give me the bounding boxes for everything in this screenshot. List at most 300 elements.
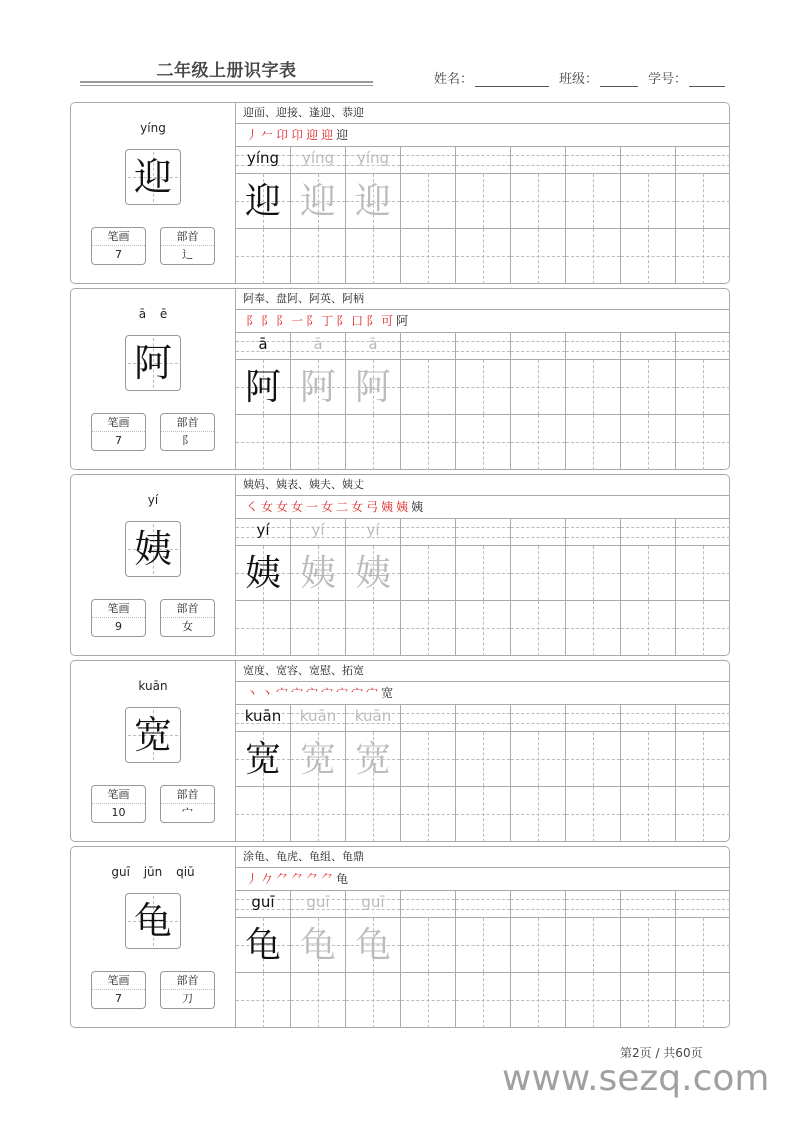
practice-panel [236,661,729,841]
pinyin-writing-cell[interactable] [676,333,730,359]
char-writing-cell[interactable] [676,546,730,600]
stroke-step: ⺈ [306,872,322,886]
radical-label: 部首 [161,972,214,990]
pinyin-row [236,891,729,918]
stroke-order-row [236,868,729,891]
writing-grid [236,519,729,655]
char-writing-cell[interactable] [621,732,676,786]
pinyin-writing-cell[interactable] [676,891,730,917]
pinyin-sample: ā [258,335,268,353]
stroke-step: 丿 [246,872,262,886]
pinyin-row [236,147,729,174]
radical-label: 部首 [161,228,214,246]
pinyin-sample: yíng [246,149,280,167]
stroke-count-value: 7 [115,248,122,261]
radical-label: 部首 [161,600,214,618]
example-words: 姨妈、姨表、姨夫、姨丈 [236,475,729,496]
stroke-step: 阿 [396,314,412,328]
radical-box [160,413,215,451]
stroke-step: 宽 [381,686,397,700]
character-display-box [125,893,181,949]
pinyin-writing-cell[interactable] [511,333,566,359]
blank-writing-cell[interactable] [621,973,676,1028]
radical-box [160,971,215,1009]
char-writing-cell[interactable] [566,360,621,414]
stroke-step: 女弓 [351,500,382,514]
pinyin-writing-cell[interactable] [511,519,566,545]
stroke-step: 姨 [411,500,427,514]
pinyin-writing-cell[interactable] [401,519,456,545]
pinyin-writing-cell[interactable] [346,333,401,359]
blank-writing-cell[interactable] [676,787,730,842]
pinyin-writing-cell[interactable] [236,147,291,173]
pinyin-trace: kuān [354,707,392,725]
stroke-count-label: 笔画 [92,600,145,618]
pinyin-writing-cell[interactable] [346,891,401,917]
pinyin-writing-cell[interactable] [511,891,566,917]
char-writing-cell[interactable] [401,360,456,414]
char-writing-cell[interactable] [566,732,621,786]
stroke-step: 女二 [321,500,352,514]
char-writing-cell[interactable] [621,360,676,414]
pinyin-writing-cell[interactable] [456,705,511,731]
blank-writing-cell[interactable] [401,229,456,284]
blank-writing-cell[interactable] [236,787,291,842]
pinyin-writing-cell[interactable] [456,519,511,545]
pinyin-row [236,519,729,546]
pinyin-sample: guī [251,893,275,911]
char-trace: 姨 [299,553,336,594]
character-row [236,732,729,787]
blank-writing-cell[interactable] [566,415,621,470]
stroke-count-label: 笔画 [92,786,145,804]
blank-writing-cell[interactable] [401,601,456,656]
radical-box [160,785,215,823]
blank-writing-cell[interactable] [621,601,676,656]
blank-writing-cell[interactable] [291,973,346,1028]
stroke-order-row [236,682,729,705]
char-sample: 阿 [244,367,281,408]
stroke-step: ⺈ [321,872,337,886]
blank-writing-cell[interactable] [456,787,511,842]
char-sample: 宽 [244,739,281,780]
char-writing-cell[interactable] [511,174,566,228]
blank-row [236,973,729,1028]
stroke-count-value: 7 [115,992,122,1005]
pinyin-writing-cell[interactable] [456,333,511,359]
radical-value: 阝 [182,434,193,447]
char-trace: 阿 [354,367,391,408]
char-writing-cell[interactable] [676,174,730,228]
char-writing-cell[interactable] [566,174,621,228]
char-sample: 迎 [244,181,281,222]
char-writing-cell[interactable] [401,732,456,786]
char-writing-cell[interactable] [676,360,730,414]
char-trace: 迎 [299,181,336,222]
blank-writing-cell[interactable] [401,973,456,1028]
pinyin-writing-cell[interactable] [566,333,621,359]
example-words: 阿奉、盘阿、阿英、阿柄 [236,289,729,310]
stroke-step: 宀 [291,686,307,700]
char-writing-cell[interactable] [621,174,676,228]
char-writing-cell[interactable] [346,732,401,786]
pinyin-writing-cell[interactable] [676,705,730,731]
character-card [70,846,730,1028]
stroke-step: 宀 [306,686,322,700]
stroke-step: 𠂊 [261,872,277,886]
blank-writing-cell[interactable] [566,973,621,1028]
pinyin-writing-cell[interactable] [566,891,621,917]
blank-writing-cell[interactable] [511,601,566,656]
pinyin-writing-cell[interactable] [621,705,676,731]
blank-writing-cell[interactable] [236,973,291,1028]
stroke-step: 宀 [276,686,292,700]
char-writing-cell[interactable] [401,174,456,228]
blank-writing-cell[interactable] [401,787,456,842]
pinyin-writing-cell[interactable] [676,519,730,545]
radical-box [160,227,215,265]
stroke-step: 丿 [246,128,262,142]
pinyin-writing-cell[interactable] [511,705,566,731]
character-info-panel [71,289,236,469]
character-display-box [125,149,181,205]
worksheet-title: 二年级上册识字表 [156,61,297,81]
writing-grid [236,705,729,841]
stroke-step: 姨 [396,500,412,514]
radical-value: 女 [182,620,193,633]
blank-writing-cell[interactable] [291,601,346,656]
pinyin-writing-cell[interactable] [566,147,621,173]
stroke-step: 女 [261,500,277,514]
char-trace: 龟 [354,925,391,966]
pinyin-row [236,705,729,732]
pinyin-writing-cell[interactable] [401,705,456,731]
blank-writing-cell[interactable] [566,229,621,284]
character-display-box [125,521,181,577]
char-writing-cell[interactable] [456,732,511,786]
stroke-step: 阝丁 [306,314,337,328]
pinyin-writing-cell[interactable] [401,147,456,173]
practice-panel [236,475,729,655]
stroke-step: 𠂉 [261,128,277,142]
name-field[interactable] [434,68,549,87]
stroke-order-row [236,124,729,147]
pinyin-writing-cell[interactable] [456,147,511,173]
blank-row [236,229,729,284]
char-writing-cell[interactable] [456,918,511,972]
pinyin-writing-cell[interactable] [236,333,291,359]
blank-writing-cell[interactable] [676,601,730,656]
pinyin-writing-cell[interactable] [401,891,456,917]
char-writing-cell[interactable] [236,174,291,228]
blank-row [236,601,729,656]
blank-writing-cell[interactable] [456,601,511,656]
pinyin-writing-cell[interactable] [291,147,346,173]
character-row [236,174,729,229]
pinyin-trace: ā [368,335,378,353]
student-info-fields [434,68,735,87]
name-blank[interactable] [475,73,549,87]
pinyin-writing-cell[interactable] [401,333,456,359]
student-number-field[interactable] [648,68,725,87]
pinyin-trace: ā [313,335,323,353]
character-display-box [125,335,181,391]
stroke-step: 宀 [321,686,337,700]
character-glyph: 龟 [133,899,172,943]
blank-writing-cell[interactable] [236,601,291,656]
stroke-count-box [91,413,146,451]
pinyin-writing-cell[interactable] [566,705,621,731]
stroke-step: ⺈ [276,872,292,886]
character-info-panel [71,661,236,841]
char-trace: 龟 [299,925,336,966]
stroke-step: 卬 [276,128,292,142]
example-words: 涂龟、龟虎、龟组、龟鼎 [236,847,729,868]
pinyin-writing-cell[interactable] [236,891,291,917]
writing-grid [236,891,729,1027]
char-writing-cell[interactable] [401,546,456,600]
pinyin-writing-cell[interactable] [291,333,346,359]
character-glyph: 阿 [133,341,172,385]
character-pinyin: yíng [140,121,166,135]
stroke-step: 阝一 [276,314,307,328]
char-writing-cell[interactable] [621,918,676,972]
char-writing-cell[interactable] [456,546,511,600]
stroke-order-row [236,496,729,519]
char-writing-cell[interactable] [346,546,401,600]
char-writing-cell[interactable] [456,360,511,414]
pinyin-writing-cell[interactable] [346,147,401,173]
blank-writing-cell[interactable] [346,787,401,842]
char-writing-cell[interactable] [291,732,346,786]
blank-writing-cell[interactable] [511,973,566,1028]
char-trace: 迎 [354,181,391,222]
blank-writing-cell[interactable] [346,229,401,284]
stroke-count-box [91,785,146,823]
stroke-step: 姨 [381,500,397,514]
pinyin-trace: guī [361,893,385,911]
pinyin-writing-cell[interactable] [236,705,291,731]
pinyin-writing-cell[interactable] [346,705,401,731]
character-display-box [125,707,181,763]
blank-writing-cell[interactable] [456,415,511,470]
char-writing-cell[interactable] [511,360,566,414]
stroke-order-row [236,310,729,333]
blank-writing-cell[interactable] [511,787,566,842]
pinyin-writing-cell[interactable] [346,519,401,545]
character-card [70,474,730,656]
character-row [236,918,729,973]
blank-writing-cell[interactable] [621,229,676,284]
pinyin-trace: yíng [301,149,335,167]
char-writing-cell[interactable] [346,174,401,228]
blank-writing-cell[interactable] [291,229,346,284]
stroke-step: 龟 [336,872,352,886]
student-number-blank[interactable] [689,73,725,87]
blank-writing-cell[interactable] [676,415,730,470]
blank-writing-cell[interactable] [511,229,566,284]
stroke-count-label: 笔画 [92,414,145,432]
character-row [236,546,729,601]
writing-grid [236,333,729,469]
character-card [70,288,730,470]
blank-writing-cell[interactable] [346,601,401,656]
pinyin-writing-cell[interactable] [291,519,346,545]
stroke-step: 宀 [351,686,367,700]
character-info-panel [71,103,236,283]
stroke-step: 女 [276,500,292,514]
char-writing-cell[interactable] [236,732,291,786]
practice-panel [236,289,729,469]
character-pinyin: yí [147,493,159,507]
pinyin-trace: yíng [356,149,390,167]
char-writing-cell[interactable] [236,360,291,414]
pinyin-sample: yí [256,521,270,539]
pinyin-writing-cell[interactable] [621,333,676,359]
student-number-label: 学号： [648,72,688,87]
blank-writing-cell[interactable] [621,787,676,842]
pinyin-writing-cell[interactable] [456,891,511,917]
pinyin-trace: guī [306,893,330,911]
title-underline [80,81,373,86]
character-card [70,660,730,842]
char-trace: 宽 [299,739,336,780]
stroke-step: 卬 [291,128,307,142]
char-writing-cell[interactable] [346,360,401,414]
stroke-step: 丶 [261,686,277,700]
char-trace: 姨 [354,553,391,594]
stroke-count-value: 7 [115,434,122,447]
char-writing-cell[interactable] [566,546,621,600]
stroke-step: 阝 [261,314,277,328]
pinyin-writing-cell[interactable] [291,705,346,731]
radical-value: 宀 [182,806,193,819]
radical-label: 部首 [161,786,214,804]
stroke-step: 迎 [306,128,322,142]
stroke-step: ㇛ [246,500,262,514]
name-label: 姓名： [434,72,474,87]
blank-writing-cell[interactable] [676,973,730,1028]
blank-writing-cell[interactable] [676,229,730,284]
char-writing-cell[interactable] [511,918,566,972]
blank-writing-cell[interactable] [511,415,566,470]
stroke-step: 迎 [321,128,337,142]
stroke-step: 阝 [246,314,262,328]
pinyin-sample: kuān [244,707,282,725]
blank-row [236,415,729,470]
blank-writing-cell[interactable] [291,787,346,842]
stroke-step: 宀 [336,686,352,700]
char-writing-cell[interactable] [291,546,346,600]
blank-writing-cell[interactable] [236,415,291,470]
char-writing-cell[interactable] [346,918,401,972]
blank-writing-cell[interactable] [621,415,676,470]
blank-writing-cell[interactable] [401,415,456,470]
char-writing-cell[interactable] [291,174,346,228]
blank-writing-cell[interactable] [456,229,511,284]
char-sample: 姨 [244,553,281,594]
blank-writing-cell[interactable] [456,973,511,1028]
class-field[interactable] [559,68,638,87]
blank-row [236,787,729,842]
stroke-count-value: 9 [115,620,122,633]
stroke-count-box [91,971,146,1009]
stroke-count-label: 笔画 [92,228,145,246]
char-writing-cell[interactable] [676,918,730,972]
char-writing-cell[interactable] [236,918,291,972]
pinyin-writing-cell[interactable] [236,519,291,545]
stroke-step: 阝可 [366,314,397,328]
stroke-step: 女一 [291,500,322,514]
char-sample: 龟 [244,925,281,966]
blank-writing-cell[interactable] [236,229,291,284]
char-writing-cell[interactable] [621,546,676,600]
example-words: 宽度、宽容、宽慰、拓宽 [236,661,729,682]
pinyin-writing-cell[interactable] [621,519,676,545]
stroke-step: ⺈ [291,872,307,886]
character-glyph: 姨 [133,527,172,571]
character-pinyin: guī jūn qiū [111,865,195,879]
watermark: www.sezq.com [502,1058,770,1099]
practice-panel [236,103,729,283]
character-card [70,102,730,284]
char-writing-cell[interactable] [236,546,291,600]
stroke-count-label: 笔画 [92,972,145,990]
stroke-step: 阝口 [336,314,367,328]
pinyin-trace: yí [366,521,380,539]
char-trace: 宽 [354,739,391,780]
char-writing-cell[interactable] [566,918,621,972]
stroke-count-box [91,227,146,265]
pinyin-writing-cell[interactable] [621,147,676,173]
blank-writing-cell[interactable] [346,415,401,470]
example-words: 迎面、迎接、逢迎、恭迎 [236,103,729,124]
radical-box [160,599,215,637]
blank-writing-cell[interactable] [566,601,621,656]
pinyin-trace: yí [311,521,325,539]
blank-writing-cell[interactable] [566,787,621,842]
blank-writing-cell[interactable] [291,415,346,470]
radical-label: 部首 [161,414,214,432]
pinyin-writing-cell[interactable] [621,891,676,917]
char-writing-cell[interactable] [401,918,456,972]
pinyin-writing-cell[interactable] [676,147,730,173]
stroke-count-box [91,599,146,637]
character-glyph: 迎 [133,155,172,199]
char-writing-cell[interactable] [291,918,346,972]
stroke-step: 丶 [246,686,262,700]
character-pinyin: ā ē [138,307,168,321]
pinyin-row [236,333,729,360]
char-writing-cell[interactable] [676,732,730,786]
stroke-count-value: 10 [111,806,126,819]
practice-panel [236,847,729,1027]
radical-value: 辶 [182,248,193,261]
stroke-step: 宀 [366,686,382,700]
character-pinyin: kuān [138,679,168,693]
pinyin-writing-cell[interactable] [566,519,621,545]
char-writing-cell[interactable] [511,732,566,786]
writing-grid [236,147,729,283]
pinyin-trace: kuān [299,707,337,725]
char-writing-cell[interactable] [291,360,346,414]
class-blank[interactable] [600,73,638,87]
blank-writing-cell[interactable] [346,973,401,1028]
char-writing-cell[interactable] [456,174,511,228]
pinyin-writing-cell[interactable] [291,891,346,917]
pinyin-writing-cell[interactable] [511,147,566,173]
char-writing-cell[interactable] [511,546,566,600]
